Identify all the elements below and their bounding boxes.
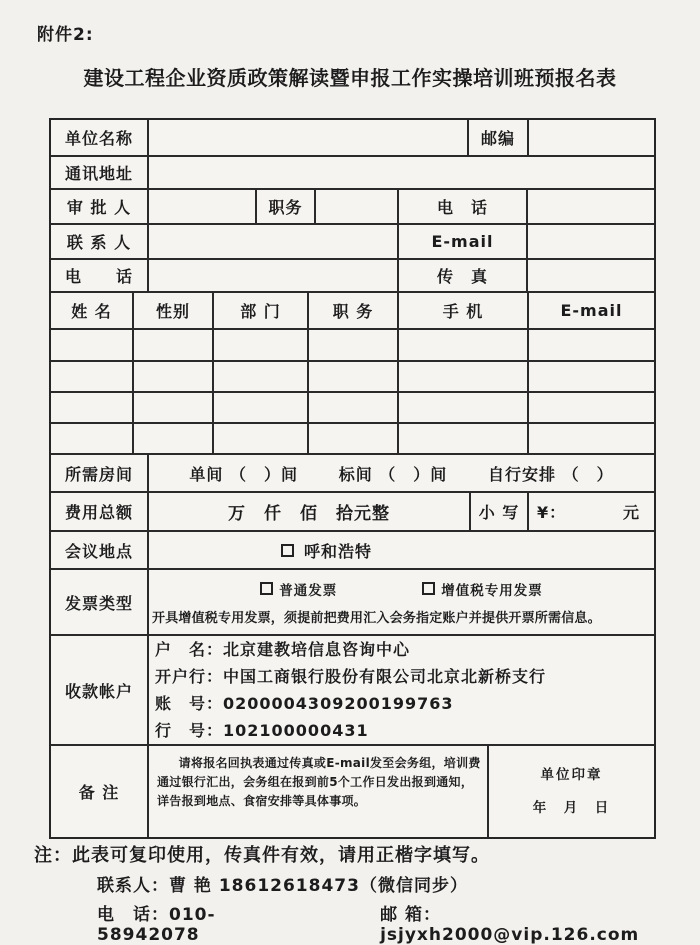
postcode-field[interactable]	[529, 120, 654, 155]
bank-code-line: 行 号：102100000431	[155, 721, 369, 741]
footer-phone: 电 话：010-58942078	[97, 905, 216, 945]
yuan-unit-label: 元	[622, 503, 640, 522]
contact-email-label: E-mail	[399, 225, 528, 258]
person-row	[51, 424, 654, 455]
fee-label: 费用总额	[51, 493, 149, 530]
regular-invoice-checkbox[interactable]	[260, 582, 273, 595]
contact-email-field[interactable]	[528, 225, 654, 258]
unit-name-label: 单位名称	[51, 120, 149, 155]
phone-row	[51, 260, 654, 293]
regular-invoice-label: 普通发票	[279, 582, 338, 599]
single-room-option[interactable]: 单间 （ ）间	[189, 464, 298, 484]
vat-invoice-option	[422, 579, 543, 599]
person-dept-cell[interactable]	[214, 330, 309, 360]
person-dept-cell[interactable]	[214, 362, 309, 391]
person-dept-cell[interactable]	[214, 424, 309, 453]
approver-phone-field[interactable]	[528, 190, 654, 223]
attachment-label: 附件2:	[37, 25, 94, 45]
hohhot-checkbox[interactable]	[281, 544, 294, 557]
account-number-line: 账 号：0200004309200199763	[155, 694, 454, 713]
page-title: 建设工程企业资质政策解读暨申报工作实操培训班预报名表	[83, 66, 617, 90]
rooms-options-cell	[149, 455, 654, 491]
account-holder-line: 户 名：北京建教培信息咨询中心	[155, 639, 411, 659]
remarks-label: 备 注	[51, 746, 149, 837]
person-duty-cell[interactable]	[309, 362, 399, 391]
footer-contact: 联系人：曹 艳 18612618473（微信同步）	[97, 876, 468, 896]
address-label: 通讯地址	[51, 157, 149, 188]
people-mobile-header: 手 机	[399, 293, 529, 328]
account-row	[51, 636, 654, 746]
venue-label: 会议地点	[51, 532, 149, 568]
currency-symbol: ¥：	[537, 503, 567, 522]
fee-amount-figure-field[interactable]	[529, 493, 654, 530]
people-header-row	[51, 293, 654, 330]
person-gender-cell[interactable]	[134, 330, 214, 360]
person-mobile-cell[interactable]	[399, 424, 529, 453]
contact-label: 联 系 人	[51, 225, 149, 258]
postcode-label: 邮编	[469, 120, 529, 155]
fee-small-write-label: 小 写	[471, 493, 529, 530]
vat-invoice-checkbox[interactable]	[422, 582, 435, 595]
approver-duty-label: 职务	[257, 190, 316, 223]
person-dept-cell[interactable]	[214, 393, 309, 422]
fax-label: 传 真	[399, 260, 528, 291]
people-email-header: E-mail	[560, 301, 623, 320]
account-label: 收款帐户	[51, 636, 149, 744]
person-name-cell[interactable]	[51, 424, 134, 453]
stamp-area[interactable]	[489, 746, 654, 837]
people-dept-header: 部 门	[214, 293, 309, 328]
person-mobile-cell[interactable]	[399, 393, 529, 422]
person-email-cell[interactable]	[529, 330, 654, 360]
registration-form-table	[49, 118, 656, 839]
invoice-options-cell	[149, 570, 654, 634]
person-row	[51, 393, 654, 424]
address-row	[51, 157, 654, 190]
people-name-header: 姓 名	[51, 293, 134, 328]
person-row	[51, 330, 654, 362]
person-name-cell[interactable]	[51, 330, 134, 360]
approver-phone-label: 电 话	[399, 190, 528, 223]
invoice-label: 发票类型	[51, 570, 149, 634]
person-mobile-cell[interactable]	[399, 330, 529, 360]
venue-option-cell	[149, 532, 654, 568]
date-line: 年 月 日	[532, 800, 611, 817]
person-gender-cell[interactable]	[134, 424, 214, 453]
address-field[interactable]	[149, 157, 654, 188]
approver-label: 审 批 人	[51, 190, 149, 223]
approver-field[interactable]	[149, 190, 257, 223]
person-email-cell[interactable]	[529, 393, 654, 422]
contact-field[interactable]	[149, 225, 399, 258]
footer-phone-email	[97, 900, 700, 945]
approver-duty-field[interactable]	[316, 190, 399, 223]
footer-email: 邮 箱：jsjyxh2000@vip.126.com	[380, 905, 640, 945]
unit-name-row	[51, 120, 654, 157]
venue-row	[51, 532, 654, 570]
people-gender-header: 性别	[134, 293, 214, 328]
account-details-cell	[149, 636, 654, 744]
self-arrange-option[interactable]: 自行安排 （ ）	[488, 464, 614, 484]
regular-invoice-option	[260, 579, 337, 599]
person-duty-cell[interactable]	[309, 330, 399, 360]
unit-seal-label: 单位印章	[540, 766, 603, 783]
person-gender-cell[interactable]	[134, 362, 214, 391]
fee-row	[51, 493, 654, 532]
fax-field[interactable]	[528, 260, 654, 291]
person-mobile-cell[interactable]	[399, 362, 529, 391]
person-email-cell[interactable]	[529, 362, 654, 391]
person-duty-cell[interactable]	[309, 424, 399, 453]
invoice-note: 开具增值税专用发票，须提前把费用汇入会务指定账户并提供开票所需信息。	[152, 610, 601, 626]
person-name-cell[interactable]	[51, 362, 134, 391]
contact-row	[51, 225, 654, 260]
vat-invoice-label: 增值税专用发票	[441, 582, 543, 599]
people-duty-header: 职 务	[309, 293, 399, 328]
fee-amount-words-field[interactable]: 万 仟 佰 拾元整	[149, 493, 471, 530]
person-duty-cell[interactable]	[309, 393, 399, 422]
standard-room-option[interactable]: 标间 （ ）间	[338, 464, 448, 484]
account-bank-line: 开户行：中国工商银行股份有限公司北京北新桥支行	[155, 666, 547, 686]
person-gender-cell[interactable]	[134, 393, 214, 422]
phone-field[interactable]	[149, 260, 399, 291]
person-row	[51, 362, 654, 393]
invoice-options-line	[149, 579, 654, 599]
approver-row	[51, 190, 654, 225]
phone-label: 电 话	[51, 260, 149, 291]
invoice-row	[51, 570, 654, 636]
person-email-cell[interactable]	[529, 424, 654, 453]
unit-name-field[interactable]	[149, 120, 469, 155]
hohhot-option-label: 呼和浩特	[304, 541, 373, 561]
person-name-cell[interactable]	[51, 393, 134, 422]
copy-note: 注：此表可复印使用，传真件有效，请用正楷字填写。	[34, 845, 490, 866]
rooms-row	[51, 455, 654, 493]
remarks-text: 请将报名回执表通过传真或E-mail发至会务组，培训费通过银行汇出，会务组在报到前5个工作日发出报到通知，详告报到地点、食宿安排等具体事项。	[149, 746, 489, 837]
remarks-row	[51, 746, 654, 837]
rooms-label: 所需房间	[51, 455, 149, 491]
